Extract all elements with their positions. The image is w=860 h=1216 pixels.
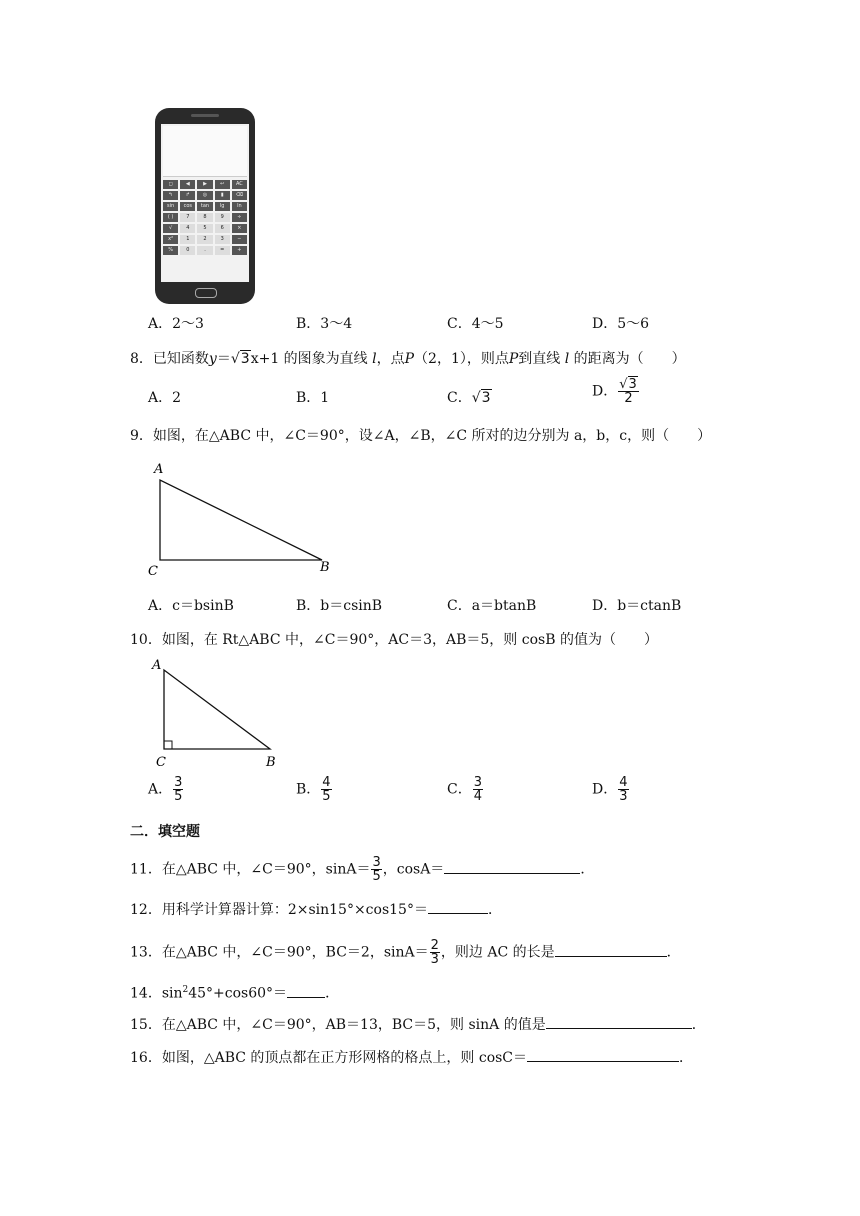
calculator-key: ◀	[180, 180, 195, 189]
calculator-key: ▶	[197, 180, 212, 189]
q10-right-angle-mark	[164, 741, 172, 749]
q9-option-a[interactable]: A．c＝bsinB	[148, 598, 234, 614]
q8-option-a[interactable]: A．2	[148, 390, 182, 406]
q16: 16．如图，△ABC 的顶点都在正方形网格的格点上，则 cosC＝ ．	[130, 1047, 693, 1068]
q10-triangle-figure	[140, 656, 300, 771]
calculator-key: ( )	[163, 213, 178, 222]
calculator-key: 8	[197, 213, 212, 222]
calculator-key: 6	[215, 224, 230, 233]
q9-triangle	[160, 480, 322, 560]
calculator-key: 4	[180, 224, 195, 233]
calculator-key: ◎	[197, 191, 212, 200]
q10-vertex-b: B	[266, 755, 276, 770]
calculator-key: %	[163, 246, 178, 255]
calculator-key: 3	[215, 235, 230, 244]
q9-triangle-figure	[140, 455, 340, 580]
q11-answer-blank[interactable]	[444, 859, 580, 874]
calculator-key: tan	[197, 202, 212, 211]
calculator-key: AC	[232, 180, 247, 189]
calculator-key: cos	[180, 202, 195, 211]
phone-screen	[161, 124, 249, 282]
phone-home-button	[195, 288, 217, 298]
calculator-key: 7	[180, 213, 195, 222]
q16-answer-blank[interactable]	[527, 1047, 679, 1062]
q9-option-c[interactable]: C．a＝btanB	[447, 598, 537, 614]
q9-vertex-c: C	[148, 564, 158, 579]
q7-option-a[interactable]: A．2～3	[148, 316, 204, 332]
q10-triangle	[164, 670, 270, 749]
calculator-key: 2	[197, 235, 212, 244]
calculator-key: 5	[197, 224, 212, 233]
sqrt-symbol: √3	[230, 351, 250, 367]
calculator-key: 1	[180, 235, 195, 244]
calculator-key: ↩	[215, 180, 230, 189]
calculator-key: ⌫	[232, 191, 247, 200]
calculator-key: 0	[180, 246, 195, 255]
calculator-keypad	[163, 180, 247, 255]
calculator-key: =	[215, 246, 230, 255]
calculator-key: lg	[215, 202, 230, 211]
q14-answer-blank[interactable]	[287, 983, 325, 998]
q8-option-b[interactable]: B．1	[296, 390, 330, 406]
calculator-key: ↰	[163, 191, 178, 200]
calculator-key: ln	[232, 202, 247, 211]
calculator-key: ↱	[180, 191, 195, 200]
section-fill-in-title: 二．填空题	[130, 824, 200, 840]
q9-option-d[interactable]: D．b＝ctanB	[592, 598, 682, 614]
q9-stem: 9．如图，在△ABC 中，∠C＝90°，设∠A，∠B，∠C 所对的边分别为 a，b，c，则（ ）	[130, 428, 712, 444]
phone-speaker	[191, 114, 219, 117]
calculator-phone-image	[155, 108, 255, 304]
q13: 13．在△ABC 中，∠C＝90°，BC＝2，sinA＝ $\frac{2}{3}$ ，则边 AC 的长是 ．	[130, 938, 681, 967]
calculator-key: 9	[215, 213, 230, 222]
q9-vertex-b: B	[320, 560, 330, 575]
q15-answer-blank[interactable]	[546, 1014, 692, 1029]
q10-option-a[interactable]: A． $\frac{3}{5}$	[148, 775, 183, 804]
q10-vertex-a: A	[152, 658, 162, 673]
calculator-display	[163, 126, 247, 177]
q7-option-b[interactable]: B．3～4	[296, 316, 353, 332]
calculator-key: +	[232, 246, 247, 255]
q12: 12．用科学计算器计算：2×sin15°×cos15°＝ ．	[130, 899, 502, 920]
q8-option-d[interactable]: D． $\frac{√3}{2}$	[592, 377, 637, 406]
q12-answer-blank[interactable]	[428, 899, 488, 914]
q9-option-b[interactable]: B．b＝csinB	[296, 598, 383, 614]
q10-option-b[interactable]: B． $\frac{4}{5}$	[296, 775, 331, 804]
q10-option-c[interactable]: C． $\frac{3}{4}$	[447, 775, 482, 804]
calculator-key: sin	[163, 202, 178, 211]
q15: 15．在△ABC 中，∠C＝90°，AB＝13，BC＝5，则 sinA 的值是 ．	[130, 1014, 706, 1035]
q7-option-d[interactable]: D．5～6	[592, 316, 650, 332]
q7-option-c[interactable]: C．4～5	[447, 316, 504, 332]
calculator-key: −	[232, 235, 247, 244]
q9-vertex-a: A	[154, 462, 164, 477]
calculator-key: .	[197, 246, 212, 255]
calculator-key: x²	[163, 235, 178, 244]
q8-stem: 8．已知函数y＝√3x+1 的图象为直线 l，点P（2，1），则点P到直线 l 的距离为（ ）	[130, 351, 686, 367]
q11: 11．在△ABC 中，∠C＝90°，sinA＝ $\frac{3}{5}$ ，cosA＝ ．	[130, 855, 595, 884]
q10-vertex-c: C	[156, 755, 166, 770]
q10-option-d[interactable]: D． $\frac{4}{3}$	[592, 775, 628, 804]
q14: 14．$\sin^245^\circ+\cos 60^\circ=$ ．	[130, 980, 339, 1004]
calculator-key: ◻	[163, 180, 178, 189]
calculator-key: √	[163, 224, 178, 233]
q8-option-c[interactable]: C．√3	[447, 390, 491, 406]
q10-stem: 10．如图，在 Rt△ABC 中，∠C＝90°，AC＝3，AB＝5，则 cosB 的值为（ ）	[130, 632, 658, 648]
calculator-key: ×	[232, 224, 247, 233]
q13-answer-blank[interactable]	[555, 942, 667, 957]
calculator-key: ÷	[232, 213, 247, 222]
calculator-key: ▮	[215, 191, 230, 200]
